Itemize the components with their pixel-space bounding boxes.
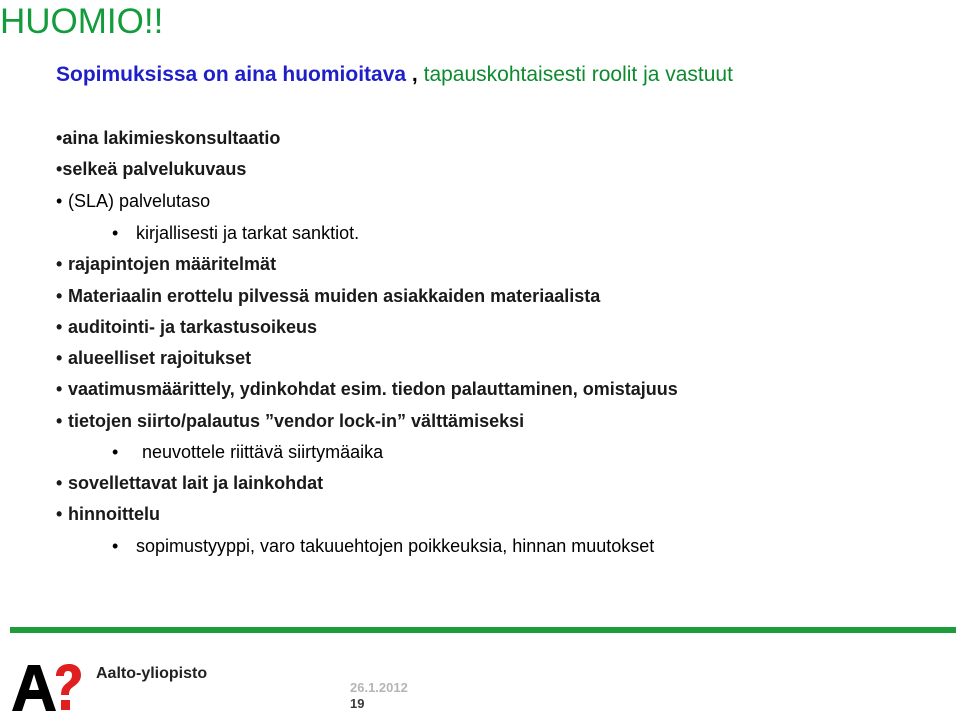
bullet-text: (SLA) palvelutaso: [68, 191, 211, 211]
footer-divider: [10, 627, 956, 633]
bullet-text: vaatimusmäärittely, ydinkohdat esim. tiedon palauttaminen, omistajuus: [68, 379, 678, 399]
bullet-text: rajapintojen määritelmät: [68, 254, 277, 274]
bullet-mark: •: [56, 379, 63, 399]
bullet-item: [56, 347, 251, 369]
bullet-mark: •: [56, 254, 63, 274]
bullet-text: kirjallisesti ja tarkat sanktiot.: [136, 223, 360, 243]
bullet-mark: •: [56, 317, 63, 337]
bullet-mark: •: [56, 473, 63, 493]
bullet-text: tietojen siirto/palautus ”vendor lock-in” välttämiseksi: [68, 411, 525, 431]
bullet-mark: •: [56, 159, 63, 179]
bullet-text: alueelliset rajoitukset: [68, 348, 252, 368]
bullet-item: [56, 158, 246, 180]
page-number: 19: [350, 696, 365, 711]
bullet-mark: •: [56, 191, 63, 211]
bullet-item: [56, 127, 280, 149]
footer-date: 26.1.2012: [350, 680, 408, 695]
bullet-item: [112, 222, 359, 244]
subtitle-emphasis: tapauskohtaisesti roolit ja vastuut: [423, 63, 733, 86]
bullet-item: [56, 316, 317, 338]
bullet-mark: •: [56, 286, 63, 306]
bullet-text: sovellettavat lait ja lainkohdat: [68, 473, 324, 493]
bullet-text: auditointi- ja tarkastusoikeus: [68, 317, 318, 337]
bullet-item: [56, 285, 600, 307]
bullet-item: [56, 410, 524, 432]
bullet-mark: •: [112, 442, 119, 462]
bullet-mark: •: [112, 223, 119, 243]
bullet-item: [56, 190, 210, 212]
bullet-item: [56, 253, 276, 275]
bullet-item: [56, 503, 160, 525]
bullet-mark: •: [112, 536, 119, 556]
subtitle-lead: Sopimuksissa on aina huomioitava: [56, 63, 407, 86]
aalto-logo-icon: [10, 662, 82, 712]
bullet-text: hinnoittelu: [68, 504, 160, 524]
bullet-text: selkeä palvelukuvaus: [62, 159, 247, 179]
aalto-logo-text: Aalto-yliopisto: [96, 665, 208, 682]
bullet-mark: •: [56, 348, 63, 368]
bullet-item: [56, 378, 678, 400]
bullet-mark: •: [56, 411, 63, 431]
bullet-item: [112, 441, 383, 463]
bullet-item: [56, 472, 323, 494]
bullet-text: aina lakimieskonsultaatio: [62, 128, 281, 148]
bullet-text: Materiaalin erottelu pilvessä muiden asiakkaiden materiaalista: [68, 286, 601, 306]
bullet-text: sopimustyyppi, varo takuuehtojen poikkeuksia, hinnan muutokset: [136, 536, 655, 556]
slide-subtitle: [56, 62, 733, 88]
bullet-item: [112, 535, 654, 557]
bullet-mark: •: [56, 128, 63, 148]
bullet-mark: •: [56, 504, 63, 524]
bullet-text: neuvottele riittävä siirtymäaika: [142, 442, 384, 462]
subtitle-separator: ,: [406, 63, 424, 86]
slide-title: HUOMIO!!: [0, 2, 164, 41]
